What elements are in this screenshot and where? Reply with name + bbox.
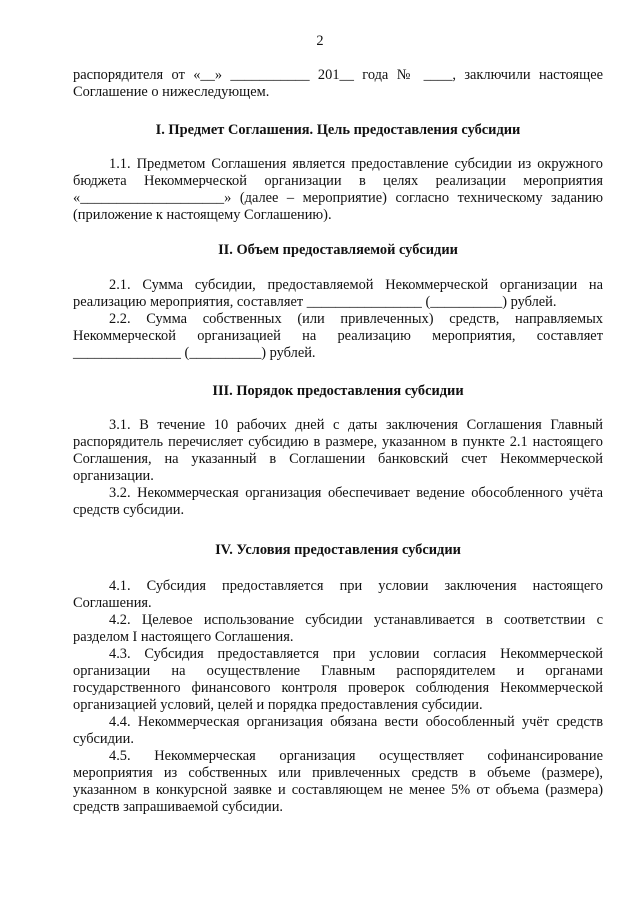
paragraph-2-2: 2.2. Сумма собственных (или привлеченных) средств, направляемых Некоммерческой организацией на реализацию мероприятия, составляет _______________ (__________) рублей.: [73, 311, 603, 361]
section-1-heading: I. Предмет Соглашения. Цель предоставления субсидии: [155, 122, 521, 138]
section-3-body: [73, 417, 603, 519]
paragraph-4-3: 4.3. Субсидия предоставляется при условии согласия Некоммерческой организации на осуществление Главным распорядителем и органами государственного финансового контроля проверок соблюдения Некоммерческой организацией условий, целей и порядка предоставления субсидии.: [73, 646, 603, 713]
page-number: 2: [316, 33, 324, 49]
paragraph-4-5: 4.5. Некоммерческая организация осуществляет софинансирование мероприятия из собственных или привлеченных средств в объеме (размере), указанном в конкурсной заявке и составляющем не менее 5% от объема (размера) средств запрашиваемой субсидии.: [73, 748, 603, 815]
section-2-body: [73, 277, 603, 362]
section-3-heading: III. Порядок предоставления субсидии: [212, 383, 464, 399]
section-2-heading: II. Объем предоставляемой субсидии: [218, 242, 458, 258]
section-4-heading: IV. Условия предоставления субсидии: [215, 542, 461, 558]
paragraph-3-2: 3.2. Некоммерческая организация обеспечивает ведение обособленного учёта средств субсидии.: [73, 485, 603, 518]
intro-block: [73, 67, 603, 101]
intro-paragraph: распорядителя от «__» ___________ 201__ года № ____, заключили настоящее Соглашение о нижеследующем.: [73, 67, 603, 100]
paragraph-4-4: 4.4. Некоммерческая организация обязана вести обособленный учёт средств субсидии.: [73, 714, 603, 747]
paragraph-3-1: 3.1. В течение 10 рабочих дней с даты заключения Соглашения Главный распорядитель перечисляет субсидию в размере, указанном в пункте 2.1 настоящего Соглашения, на указанный в Соглашении банковский счет Некоммерческой организации.: [73, 417, 603, 484]
paragraph-4-2: 4.2. Целевое использование субсидии устанавливается в соответствии с разделом I настоящего Соглашения.: [73, 612, 603, 645]
section-1-body: [73, 156, 603, 224]
paragraph-4-1: 4.1. Субсидия предоставляется при условии заключения настоящего Соглашения.: [73, 578, 603, 611]
paragraph-1-1: 1.1. Предметом Соглашения является предоставление субсидии из окружного бюджета Некоммерческой организации в целях реализации мероприятия «____________________» (далее – мероприятие) согласно техническому заданию (приложение к настоящему Соглашению).: [73, 156, 603, 223]
paragraph-2-1: 2.1. Сумма субсидии, предоставляемой Некоммерческой организации на реализацию мероприятия, составляет ________________ (__________) рублей.: [73, 277, 603, 310]
section-4-body: [73, 578, 603, 816]
